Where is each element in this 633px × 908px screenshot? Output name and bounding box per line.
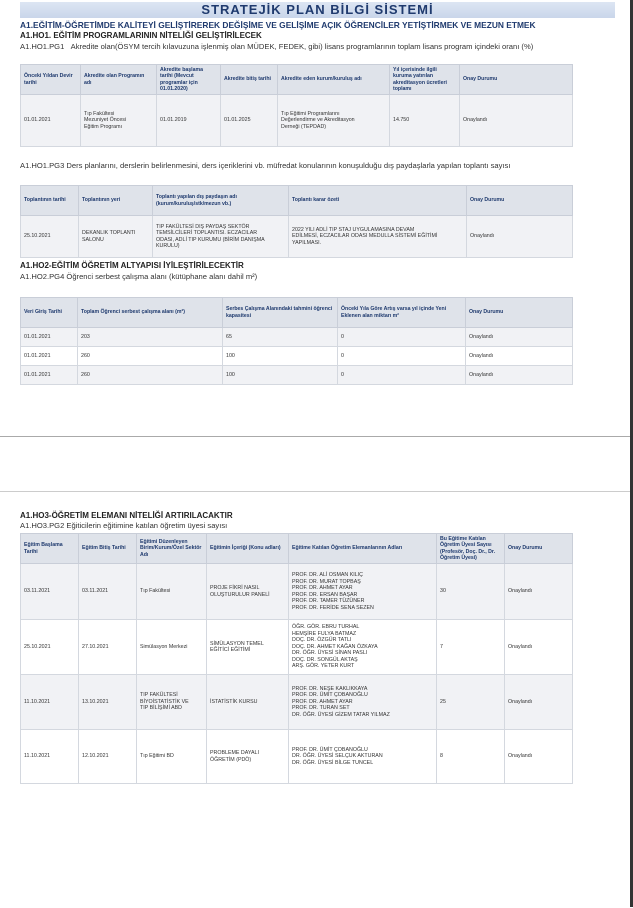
column-header: Akredite başlama tarihi (Mevcut programlar için 01.01.2020) <box>157 65 221 95</box>
table-cell: 7 <box>437 620 505 675</box>
meeting-table <box>20 185 573 258</box>
column-header: Eğitimi Düzenleyen Birim/Kurum/Özel Sektör Adı <box>137 534 207 564</box>
table-row <box>21 95 573 147</box>
table-row <box>21 216 573 258</box>
table-cell: 2022 YILI ADLİ TIP STAJ UYGULAMASINA DEVAM EDİLMESİ, ECZACILAR ODASI MEDULLA SİSTEMİ EĞİTİMİ YAPILMASI. <box>289 216 467 258</box>
table-cell: ÖĞR. GÖR. EBRU TURHAL HEMŞİRE FULYA BATMAZ DOÇ. DR. ÖZGÜR TATLI DOÇ. DR. AHMET KAĞAN ÖZKAYA DR. ÖĞR. ÜYESİ SİNAN PASLI DOÇ. DR. SONGÜL AKTAŞ ARŞ. GÖR. YETER KURT <box>289 620 437 675</box>
table-cell: 0 <box>338 328 466 347</box>
column-header: Akredite olan Programın adı <box>81 65 157 95</box>
table-cell: 65 <box>223 328 338 347</box>
column-header: Toplantı karar özeti <box>289 186 467 216</box>
column-header: Eğitime Katılan Öğretim Elemanlarının Adları <box>289 534 437 564</box>
indicator-pg1-text: Akredite olan(ÖSYM tercih kılavuzuna işlenmiş olan MÜDEK, FEDEK, gibi) lisans programlarının toplam lisans program içindeki oranı (%) <box>70 42 534 51</box>
table-row <box>21 730 573 784</box>
table-cell: Onaylandı <box>466 347 573 366</box>
report-page-1 <box>0 0 630 437</box>
page-title: STRATEJİK PLAN BİLGİ SİSTEMİ <box>201 2 434 17</box>
table-cell: Onaylandı <box>505 730 573 784</box>
table-cell: 260 <box>78 366 223 385</box>
page-gap <box>0 437 633 491</box>
study-area-table <box>20 297 573 385</box>
column-header: Toplantı yapılan dış paydaşın adı (kurum/kuruluş/stk/mezun vb.) <box>153 186 289 216</box>
table-cell: 01.01.2021 <box>21 366 78 385</box>
table-cell: Onaylandı <box>505 620 573 675</box>
objective-heading-3: A1.HO3-ÖĞRETİM ELEMANI NİTELİĞİ ARTIRILACAKTIR <box>20 511 233 520</box>
goal-heading: A1.EĞİTİM-ÖĞRETİMDE KALİTEYİ GELİŞTİREREK DEĞİŞİME VE GELİŞİME AÇIK ÖĞRENCİLER YETİŞTİRMEK VE MEZUN ETMEK <box>20 20 536 30</box>
table-row <box>21 347 573 366</box>
table-cell: Simülasyon Merkezi <box>137 620 207 675</box>
table-row <box>21 675 573 730</box>
column-header: Toplantının tarihi <box>21 186 79 216</box>
column-header: Akredite bitiş tarihi <box>221 65 278 95</box>
table-cell: Onaylandı <box>466 328 573 347</box>
table-cell: 01.01.2021 <box>21 347 78 366</box>
column-header: Yıl içerisinde ilgili kuruma yatırılan akreditasyon ücretleri toplamı <box>390 65 460 95</box>
table-row <box>21 564 573 620</box>
column-header: Akredite eden kurum/kuruluş adı <box>278 65 390 95</box>
table-header-row <box>21 534 573 564</box>
column-header: Onay Durumu <box>505 534 573 564</box>
table-cell: Onaylandı <box>505 564 573 620</box>
column-header: Serbes Çalışma Alanındaki tahmini öğrenci kapasitesi <box>223 298 338 328</box>
table-row <box>21 620 573 675</box>
table-cell: 30 <box>437 564 505 620</box>
column-header: Onay Durumu <box>467 186 573 216</box>
table-cell: Onaylandı <box>466 366 573 385</box>
table-row <box>21 366 573 385</box>
table-cell: 01.01.2021 <box>21 95 81 147</box>
indicator-pg1 <box>20 42 533 52</box>
accreditation-table <box>20 64 573 147</box>
column-header: Eğitimin İçeriği (Konu adları) <box>207 534 289 564</box>
indicator-pg4: A1.HO2.PG4 Öğrenci serbest çalışma alanı (kütüphane alanı dahil m²) <box>20 272 258 281</box>
table-cell: 25.10.2021 <box>21 216 79 258</box>
table-cell: 25.10.2021 <box>21 620 79 675</box>
table-cell: SİMÜLASYON TEMEL EĞİTİCİ EĞİTİMİ <box>207 620 289 675</box>
table-cell: 11.10.2021 <box>21 675 79 730</box>
table-header-row <box>21 298 573 328</box>
table-cell: PROF. DR. ÜMİT ÇOBANOĞLU DR. ÖĞR. ÜYESİ SELÇUK AKTURAN DR. ÖĞR. ÜYESİ BİLGE TUNCEL <box>289 730 437 784</box>
column-header: Bu Eğitime Katılan Öğretim Üyesi Sayısı (Profesör, Doç. Dr., Dr. Öğretim Üyesi) <box>437 534 505 564</box>
table-cell: 8 <box>437 730 505 784</box>
column-header: Onay Durumu <box>460 65 573 95</box>
column-header: Onay Durumu <box>466 298 573 328</box>
table-cell: 01.01.2019 <box>157 95 221 147</box>
indicator-pg1-label: A1.HO1.PG1 <box>20 42 65 51</box>
objective-heading-2: A1.HO2-EĞİTİM ÖĞRETİM ALTYAPISI İYİLEŞTİRİLECEKTİR <box>20 261 244 270</box>
table-cell: Onaylandı <box>460 95 573 147</box>
table-cell: 01.01.2025 <box>221 95 278 147</box>
objective-heading-1: A1.HO1. EĞİTİM PROGRAMLARININ NİTELİĞİ GELİŞTİRİLECEK <box>20 31 262 40</box>
table-header-row <box>21 186 573 216</box>
table-cell: 203 <box>78 328 223 347</box>
table-cell: Onaylandı <box>505 675 573 730</box>
table-cell: PROJE FİKRİ NASIL OLUŞTURULUR PANELİ <box>207 564 289 620</box>
table-cell: 03.11.2021 <box>21 564 79 620</box>
column-header: Toplam Öğrenci serbest çalışma alanı (m²) <box>78 298 223 328</box>
table-header-row <box>21 65 573 95</box>
column-header: Eğitim Bitiş Tarihi <box>79 534 137 564</box>
table-cell: 100 <box>223 347 338 366</box>
table-cell: DEKANLIK TOPLANTI SALONU <box>79 216 153 258</box>
table-cell: İSTATİSTİK KURSU <box>207 675 289 730</box>
table-cell: 260 <box>78 347 223 366</box>
indicator-pg3: A1.HO1.PG3 Ders planlarını, derslerin belirlenmesini, ders içeriklerini vb. müfredat konularının konuşulduğu dış paydaşlarla yapılan toplantı sayısı <box>20 161 511 170</box>
table-cell: Tıp Eğitimi Programlarını Değerlendirme ve Akreditasyon Derneği (TEPDAD) <box>278 95 390 147</box>
table-cell: Onaylandı <box>467 216 573 258</box>
table-cell: 0 <box>338 366 466 385</box>
table-cell: 01.01.2021 <box>21 328 78 347</box>
table-cell: 12.10.2021 <box>79 730 137 784</box>
table-cell: 0 <box>338 347 466 366</box>
indicator-pg2: A1.HO3.PG2 Eğiticilerin eğitimine katılan öğretim üyesi sayısı <box>20 521 228 530</box>
table-cell: PROBLEME DAYALI ÖĞRETİM (PDÖ) <box>207 730 289 784</box>
table-cell: Tıp Fakültesi Mezuniyet Öncesi Eğitim Programı <box>81 95 157 147</box>
report-page-2 <box>0 491 630 908</box>
column-header: Eğitim Başlama Tarihi <box>21 534 79 564</box>
column-header: Önceki Yıla Göre Artış varsa yıl içinde Yeni Eklenen alan miktarı m² <box>338 298 466 328</box>
trainers-table <box>20 533 573 784</box>
table-cell: Tıp Fakültesi <box>137 564 207 620</box>
table-cell: PROF. DR. NEŞE KAKLIKKAYA PROF. DR. ÜMİT ÇOBANOĞLU PROF. DR. AHMET AYAR PROF. DR. TURAN SET DR. ÖĞR. ÜYESİ GİZEM TATAR YILMAZ <box>289 675 437 730</box>
table-cell: TIP FAKÜLTESİ DIŞ PAYDAŞ SEKTÖR TEMSİLCİLERİ TOPLANTISI. ECZACILAR ODASI, ADLİ TIP KURUMU (BİRİM DANIŞMA KURULU) <box>153 216 289 258</box>
column-header: Toplantının yeri <box>79 186 153 216</box>
table-cell: TIP FAKÜLTESİ BİYOİSTATİSTİK VE TIP BİLİŞİMİ ABD <box>137 675 207 730</box>
table-cell: 27.10.2021 <box>79 620 137 675</box>
table-cell: 11.10.2021 <box>21 730 79 784</box>
table-cell: Tıp Eğitimi BD <box>137 730 207 784</box>
column-header: Veri Giriş Tarihi <box>21 298 78 328</box>
table-cell: 14.750 <box>390 95 460 147</box>
column-header: Önceki Yıldan Devir tarihi <box>21 65 81 95</box>
table-cell: PROF. DR. ALİ OSMAN KILIÇ PROF. DR. MURAT TOPBAŞ PROF. DR. AHMET AYAR PROF. DR. ERSAN BAŞAR PROF. DR. TAMER TÜZÜNER PROF. DR. FERİDE SENA SEZEN <box>289 564 437 620</box>
table-row <box>21 328 573 347</box>
table-cell: 25 <box>437 675 505 730</box>
table-cell: 100 <box>223 366 338 385</box>
table-cell: 03.11.2021 <box>79 564 137 620</box>
table-cell: 13.10.2021 <box>79 675 137 730</box>
